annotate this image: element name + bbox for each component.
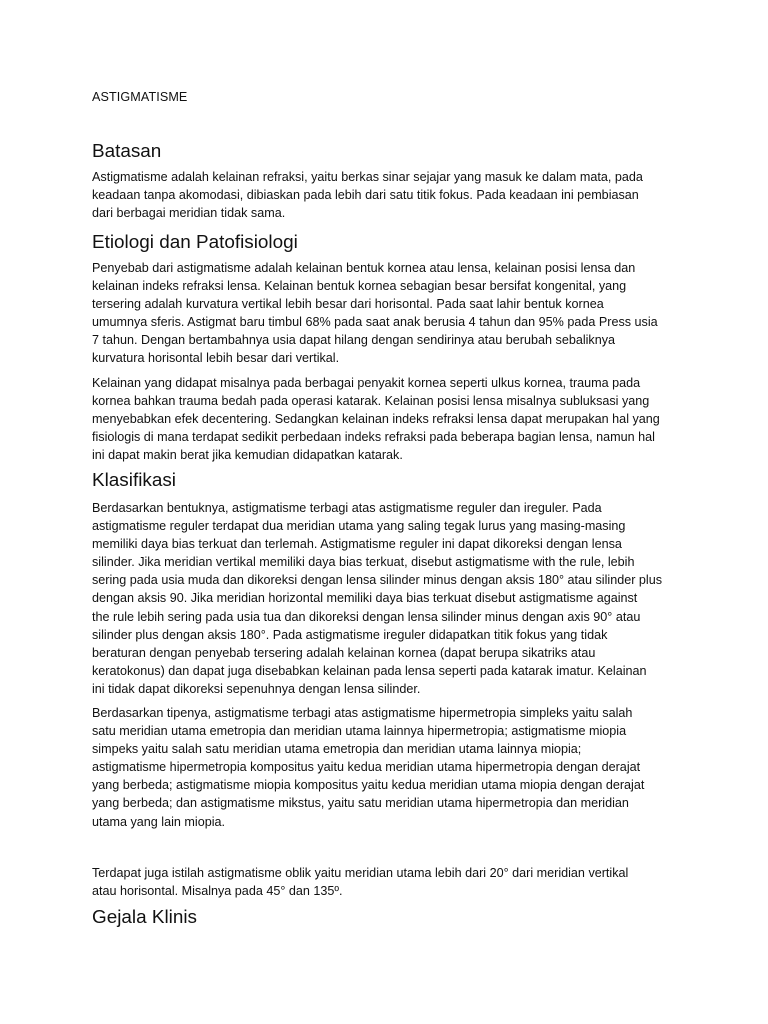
- text-line: 7 tahun. Dengan bertambahnya usia dapat hilang dengan sendirinya atau berubah sebaliknya: [92, 333, 616, 348]
- section-heading-gejala-klinis: Gejala Klinis: [92, 907, 197, 928]
- text-line: ini tidak dapat dikoreksi sepenuhnya dengan lensa silinder.: [92, 681, 421, 696]
- text-line: ini dapat makin berat jika kemudian didapatkan katarak.: [92, 448, 403, 463]
- text-line: astigmatisme reguler terdapat dua meridian utama yang saling tegak lurus yang masing-masing: [92, 519, 626, 534]
- text-line: keadaan tanpa akomodasi, dibiaskan pada lebih dari satu titik fokus. Pada keadaan ini pembiasan: [92, 188, 639, 203]
- section-heading-klasifikasi: Klasifikasi: [92, 470, 176, 491]
- text-line: satu meridian utama emetropia dan meridian utama lainnya hipermetropia; astigmatisme miopia: [92, 724, 627, 739]
- text-line: kornea bahkan trauma bedah pada operasi katarak. Kelainan posisi lensa misalnya subluksasi yang: [92, 394, 650, 409]
- text-line: umumnya sferis. Astigmat baru timbul 68% pada saat anak berusia 4 tahun dan 95% pada Press usia: [92, 315, 658, 330]
- text-line: silinder. Jika meridian vertikal memiliki daya bias terkuat, disebut astigmatisme with the rule, lebih: [92, 555, 635, 570]
- text-line: silinder plus dengan aksis 180°. Pada astigmatisme ireguler didapatkan titik fokus yang tidak: [92, 627, 608, 642]
- text-line: utama yang lain miopia.: [92, 814, 226, 829]
- text-line: dari berbagai meridian tidak sama.: [92, 206, 286, 221]
- text-line: kurvatura horisontal lebih besar dari vertikal.: [92, 351, 340, 366]
- paragraph-klasifikasi-2: [92, 704, 672, 831]
- text-line: Kelainan yang didapat misalnya pada berbagai penyakit kornea seperti ulkus kornea, trauma pada: [92, 376, 641, 390]
- text-line: tersering adalah kurvatura vertikal lebih besar dari horisontal. Pada saat lahir bentuk kornea: [92, 297, 604, 312]
- paragraph-etiologi-2: [92, 374, 672, 464]
- text-line: fisiologis di mana terdapat sedikit perbedaan indeks refraksi pada beberapa bagian lensa, namun hal: [92, 430, 655, 445]
- document-title: ASTIGMATISME: [92, 90, 188, 104]
- paragraph-etiologi-1: [92, 259, 672, 368]
- text-line: yang berbeda; dan astigmatisme mikstus, yaitu satu meridian utama hipermetropia dan meridian: [92, 796, 629, 811]
- section-heading-batasan: Batasan: [92, 141, 162, 162]
- text-line: beraturan dengan penyebab tersering adalah kelainan kornea (dapat berupa sikatriks atau: [92, 645, 596, 660]
- text-line: keratokonus) dan dapat juga disebabkan kelainan pada lensa seperti pada katarak imatur. Kelainan: [92, 663, 647, 678]
- section-heading-etiologi: Etiologi dan Patofisiologi: [92, 232, 298, 253]
- text-line: Terdapat juga istilah astigmatisme oblik yaitu meridian utama lebih dari 20° dari meridian vertikal: [92, 866, 629, 880]
- paragraph-klasifikasi-1: [92, 499, 672, 698]
- text-line: Penyebab dari astigmatisme adalah kelainan bentuk kornea atau lensa, kelainan posisi lensa dan: [92, 261, 636, 275]
- paragraph-klasifikasi-3: [92, 864, 672, 900]
- paragraph-batasan: [92, 168, 672, 222]
- text-line: kelainan indeks refraksi lensa. Kelainan bentuk kornea sebagian besar bersifat kongenital, yang: [92, 279, 627, 294]
- text-line: Berdasarkan bentuknya, astigmatisme terbagi atas astigmatisme reguler dan ireguler. Pada: [92, 501, 602, 515]
- text-line: dengan aksis 90. Jika meridian horizontal memiliki daya bias terkuat disebut astigmatisme against: [92, 591, 638, 606]
- text-line: Berdasarkan tipenya, astigmatisme terbagi atas astigmatisme hipermetropia simpleks yaitu salah: [92, 706, 633, 720]
- text-line: astigmatisme hipermetropia kompositus yaitu kedua meridian utama hipermetropia dengan derajat: [92, 760, 641, 775]
- text-line: atau horisontal. Misalnya pada 45° dan 135º.: [92, 884, 343, 899]
- text-line: the rule lebih sering pada usia tua dan dikoreksi dengan lensa silinder minus dengan axis 90° atau: [92, 609, 641, 624]
- text-line: Astigmatisme adalah kelainan refraksi, yaitu berkas sinar sejajar yang masuk ke dalam mata, pada: [92, 170, 643, 184]
- text-line: memiliki daya bias terkuat dan terlemah. Astigmatisme reguler ini dapat dikoreksi dengan lensa: [92, 537, 622, 552]
- text-line: simpeks yaitu salah satu meridian utama emetropia dan meridian utama lainnya miopia;: [92, 742, 582, 757]
- text-line: menyebabkan efek decentering. Sedangkan kelainan indeks refraksi lensa dapat merupakan hal yang: [92, 412, 660, 427]
- text-line: sering pada usia muda dan dikoreksi dengan lensa silinder minus dengan aksis 180° atau silinder plus: [92, 573, 663, 588]
- text-line: yang berbeda; astigmatisme miopia kompositus yaitu kedua meridian utama miopia dengan derajat: [92, 778, 645, 793]
